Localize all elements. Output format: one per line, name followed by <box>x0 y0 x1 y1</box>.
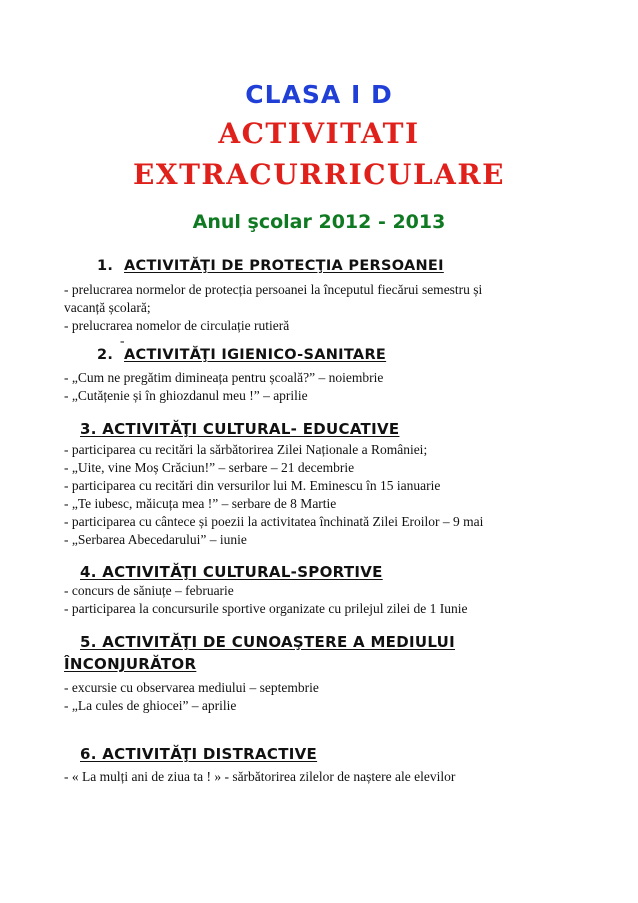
section-2-item-2: - „Cutățenie și în ghiozdanul meu !” – aprilie <box>64 388 308 403</box>
title-line-1: ACTIVITATI <box>218 117 420 150</box>
section-1-item-3: - prelucrarea nomelor de circulație rutieră <box>64 318 290 333</box>
class-title: CLASA I D <box>245 80 393 109</box>
section-6-heading: 6. ACTIVITĂŢI DISTRACTIVE <box>80 745 318 763</box>
title-line-2: EXTRACURRICULARE <box>133 158 505 191</box>
section-5-heading-line-2: ÎNCONJURĂTOR <box>64 655 197 673</box>
section-1-heading <box>97 258 444 274</box>
section-1-title: ACTIVITĂŢI DE PROTECŢIA PERSOANEI <box>124 258 444 274</box>
section-3-item-6: - „Serbarea Abecedarului” – iunie <box>64 532 247 547</box>
section-2-heading <box>97 347 386 363</box>
section-4-heading: 4. ACTIVITĂŢI CULTURAL-SPORTIVE <box>80 563 383 581</box>
section-3-item-3: - participarea cu recitări din versurilor lui M. Eminescu în 15 ianuarie <box>64 478 441 493</box>
section-3-item-4: - „Te iubesc, măicuța mea !” – serbare de 8 Martie <box>64 496 337 511</box>
section-3-heading: 3. ACTIVITĂŢI CULTURAL- EDUCATIVE <box>80 420 400 438</box>
section-3-item-1: - participarea cu recitări la sărbătorirea Zilei Naționale a României; <box>64 442 428 457</box>
section-4-item-2: - participarea la concursurile sportive organizate cu prilejul zilei de 1 Iunie <box>64 601 468 616</box>
section-6-item-1: - « La mulți ani de ziua ta ! » - sărbătorirea zilelor de naștere ale elevilor <box>64 769 456 784</box>
section-3-item-5: - participarea cu cântece și poezii la activitatea închinată Zilei Eroilor – 9 mai <box>64 514 484 529</box>
section-2-number: 2. <box>97 347 114 363</box>
section-1-item-1: - prelucrarea normelor de protecția persoanei la începutul fiecărui semestru și <box>64 282 483 297</box>
section-5-item-1: - excursie cu observarea mediului – septembrie <box>64 680 319 695</box>
section-2-title: ACTIVITĂŢI IGIENICO-SANITARE <box>124 347 387 363</box>
section-4-item-1: - concurs de săniuțe – februarie <box>64 583 234 598</box>
section-1-item-2: vacanță școlară; <box>64 300 151 315</box>
section-1-item-4: - <box>120 333 125 348</box>
section-2-item-1: - „Cum ne pregătim dimineața pentru școală?” – noiembrie <box>64 370 384 385</box>
section-3-item-2: - „Uite, vine Moș Crăciun!” – serbare – 21 decembrie <box>64 460 355 475</box>
school-year: Anul şcolar 2012 - 2013 <box>192 211 446 233</box>
section-1-number: 1. <box>97 258 114 274</box>
section-5-heading-line-1: 5. ACTIVITĂŢI DE CUNOAŞTERE A MEDIULUI <box>80 633 456 651</box>
section-5-item-2: - „La cules de ghiocei” – aprilie <box>64 698 237 713</box>
